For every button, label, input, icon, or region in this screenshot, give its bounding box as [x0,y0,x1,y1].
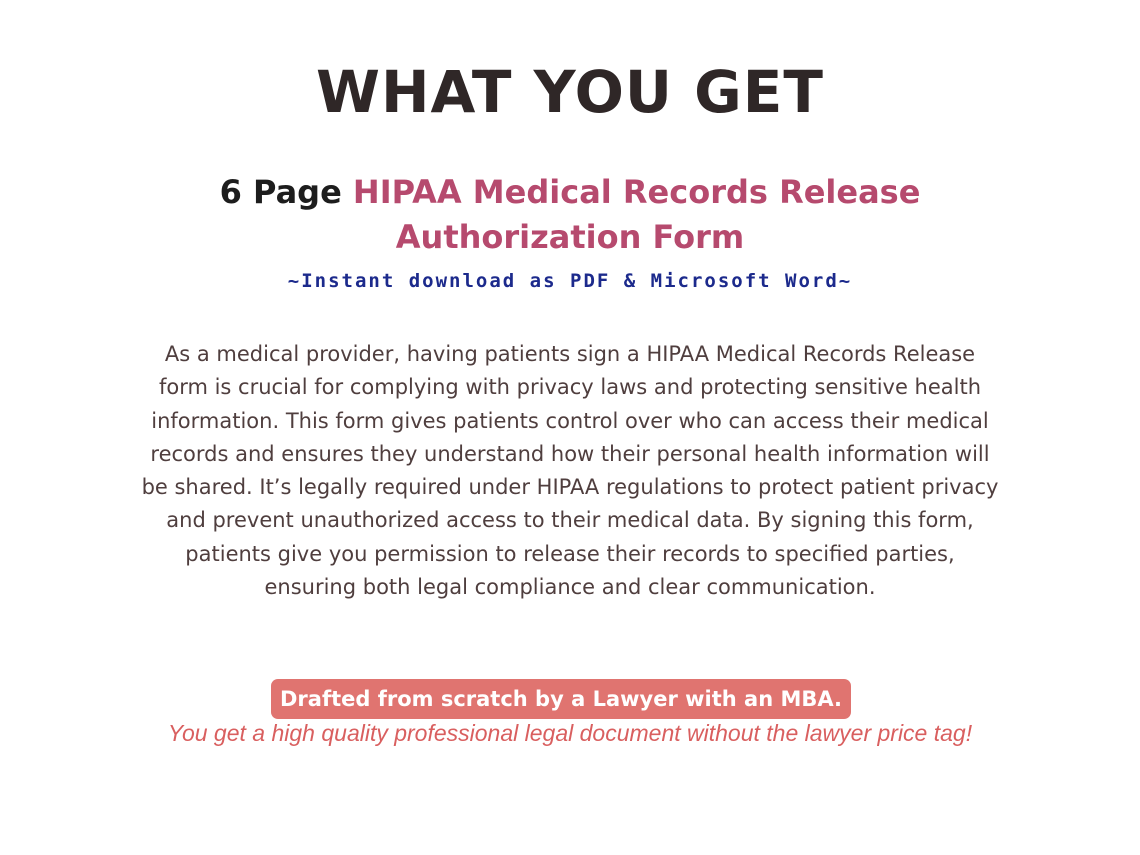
page-title: WHAT YOU GET [316,58,824,126]
author-badge: Drafted from scratch by a Lawyer with an MBA. [271,679,851,719]
product-name: HIPAA Medical Records Release Authorization Form [352,173,921,256]
product-description: As a medical provider, having patients sign a HIPAA Medical Records Release form is crucial for complying with privacy laws and protecting sensitive health information. This form gives patients control over who can access their medical records and ensures they understand how their personal health information will be shared. It’s legally required under HIPAA regulations to protect patient privacy and prevent unauthorized access to their medical data. By signing this form, patients give you permission to release their records to specified parties, ensuring both legal compliance and clear communication. [141,342,999,600]
value-tagline: You get a high quality professional legal document without the lawyer price tag! [167,720,973,746]
download-format-subtitle: ~Instant download as PDF & Microsoft Word~ [287,270,853,292]
product-title [170,170,970,260]
page-count: 6 Page [219,173,342,211]
